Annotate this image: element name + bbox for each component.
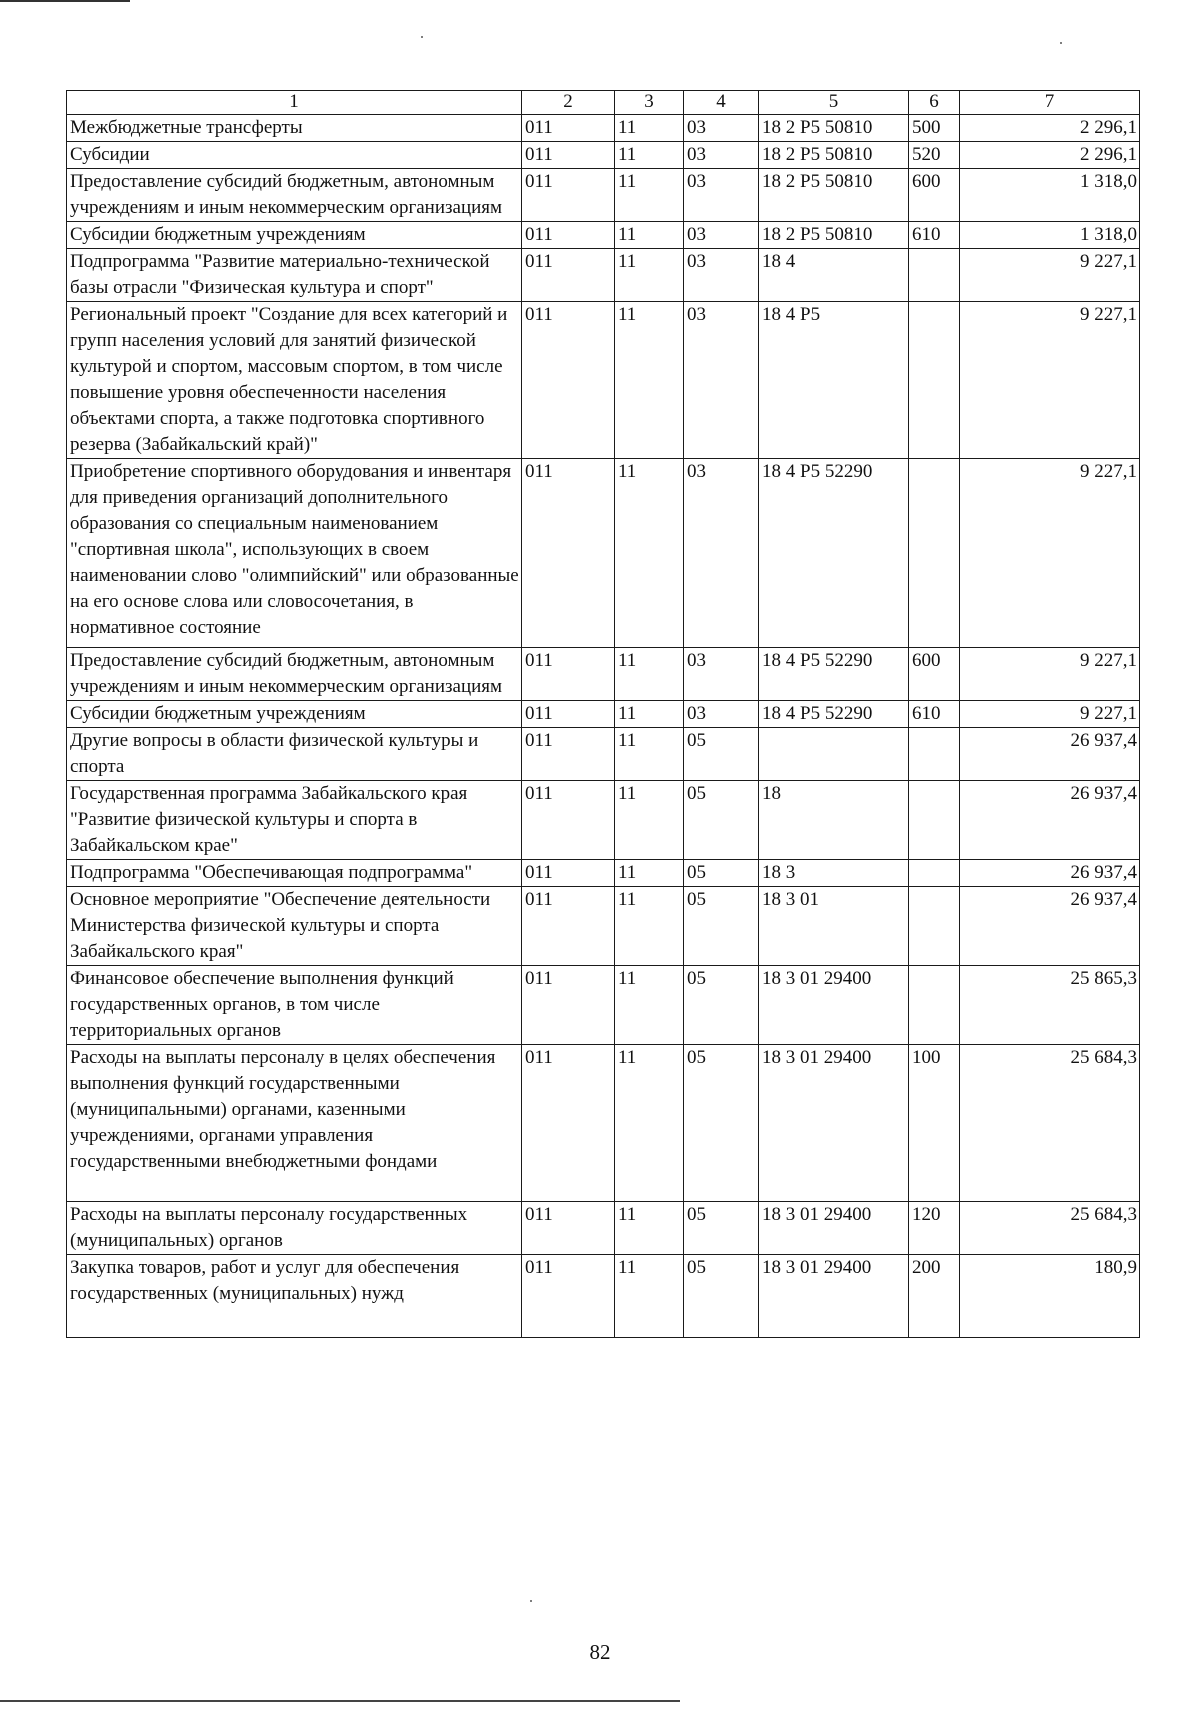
table-row [67,222,1140,249]
row-amount: 25 684,3 [960,1202,1140,1255]
scan-edge-top [0,0,130,2]
row-expense-type [909,249,960,302]
row-expense-type: 600 [909,169,960,222]
row-amount: 1 318,0 [960,222,1140,249]
row-target-article: 18 2 P5 50810 [759,115,909,142]
row-expense-type [909,781,960,860]
row-target-article: 18 3 [759,860,909,887]
table-row [67,1255,1140,1338]
row-name: Другие вопросы в области физической культуры и спорта [67,728,522,781]
row-target-article: 18 3 01 [759,887,909,966]
row-target-article: 18 3 01 29400 [759,1202,909,1255]
row-subsection: 03 [684,648,759,701]
table-row [67,142,1140,169]
row-name: Государственная программа Забайкальского края "Развитие физической культуры и спорта в Забайкальском крае" [67,781,522,860]
row-section: 11 [615,1202,684,1255]
row-name: Основное мероприятие "Обеспечение деятельности Министерства физической культуры и спорта Забайкальского края" [67,887,522,966]
row-ministry-code: 011 [522,459,615,648]
row-name: Субсидии бюджетным учреждениям [67,222,522,249]
row-subsection: 03 [684,249,759,302]
header-col-4: 4 [684,91,759,115]
row-ministry-code: 011 [522,887,615,966]
row-name: Межбюджетные трансферты [67,115,522,142]
scan-speck [421,36,423,38]
row-subsection: 05 [684,1045,759,1202]
table-row [67,701,1140,728]
table-row [67,860,1140,887]
row-name: Закупка товаров, работ и услуг для обеспечения государственных (муниципальных) нужд [67,1255,522,1338]
row-expense-type [909,302,960,459]
row-expense-type [909,459,960,648]
header-col-1: 1 [67,91,522,115]
header-row [67,91,1140,115]
row-expense-type [909,966,960,1045]
row-section: 11 [615,115,684,142]
row-ministry-code: 011 [522,1255,615,1338]
header-col-7: 7 [960,91,1140,115]
table-row [67,1045,1140,1202]
row-amount: 2 296,1 [960,142,1140,169]
row-section: 11 [615,1045,684,1202]
row-name: Подпрограмма "Обеспечивающая подпрограмма" [67,860,522,887]
row-amount: 9 227,1 [960,648,1140,701]
table-row [67,728,1140,781]
row-target-article: 18 4 P5 52290 [759,648,909,701]
row-expense-type: 200 [909,1255,960,1338]
row-expense-type: 520 [909,142,960,169]
row-section: 11 [615,169,684,222]
row-target-article: 18 3 01 29400 [759,1255,909,1338]
row-ministry-code: 011 [522,728,615,781]
table-row [67,249,1140,302]
row-subsection: 03 [684,222,759,249]
table-row [67,648,1140,701]
row-expense-type: 120 [909,1202,960,1255]
row-name: Приобретение спортивного оборудования и инвентаря для приведения организаций дополнительного образования со специальным наименованием "спортивная школа", использующих в своем наименовании слово "олимпийский" или образованные на его основе слова или словосочетания, в нормативное состояние [67,459,522,648]
row-target-article: 18 2 P5 50810 [759,169,909,222]
row-expense-type: 610 [909,701,960,728]
row-ministry-code: 011 [522,249,615,302]
row-amount: 26 937,4 [960,860,1140,887]
row-amount: 25 684,3 [960,1045,1140,1202]
row-ministry-code: 011 [522,1202,615,1255]
row-subsection: 03 [684,701,759,728]
row-amount: 9 227,1 [960,302,1140,459]
row-name: Подпрограмма "Развитие материально-технической базы отрасли "Физическая культура и спорт" [67,249,522,302]
row-expense-type: 100 [909,1045,960,1202]
table-row [67,302,1140,459]
row-expense-type [909,860,960,887]
row-amount: 2 296,1 [960,115,1140,142]
row-amount: 180,9 [960,1255,1140,1338]
table-row [67,169,1140,222]
header-col-2: 2 [522,91,615,115]
row-subsection: 05 [684,728,759,781]
row-subsection: 05 [684,781,759,860]
row-section: 11 [615,887,684,966]
row-section: 11 [615,966,684,1045]
header-col-5: 5 [759,91,909,115]
row-target-article [759,728,909,781]
row-ministry-code: 011 [522,701,615,728]
row-expense-type [909,728,960,781]
header-col-6: 6 [909,91,960,115]
scan-edge-bottom [0,1700,680,1702]
row-ministry-code: 011 [522,781,615,860]
row-section: 11 [615,728,684,781]
row-subsection: 03 [684,459,759,648]
row-amount: 9 227,1 [960,701,1140,728]
row-ministry-code: 011 [522,222,615,249]
row-ministry-code: 011 [522,648,615,701]
scan-speck [530,1600,532,1602]
scan-speck [1060,42,1062,44]
row-amount: 25 865,3 [960,966,1140,1045]
row-expense-type [909,887,960,966]
row-target-article: 18 4 P5 52290 [759,459,909,648]
table-row [67,1202,1140,1255]
row-subsection: 05 [684,860,759,887]
row-ministry-code: 011 [522,860,615,887]
row-ministry-code: 011 [522,302,615,459]
row-amount: 26 937,4 [960,887,1140,966]
row-subsection: 05 [684,1202,759,1255]
row-target-article: 18 4 [759,249,909,302]
table-row [67,966,1140,1045]
row-target-article: 18 4 P5 [759,302,909,459]
row-ministry-code: 011 [522,966,615,1045]
row-section: 11 [615,142,684,169]
header-col-3: 3 [615,91,684,115]
row-name: Предоставление субсидий бюджетным, автономным учреждениям и иным некоммерческим организациям [67,648,522,701]
page-number: 82 [589,1640,611,1664]
row-section: 11 [615,222,684,249]
row-name: Расходы на выплаты персоналу в целях обеспечения выполнения функций государственными (муниципальными) органами, казенными учреждениями, органами управления государственными внебюджетными фондами [67,1045,522,1202]
row-section: 11 [615,1255,684,1338]
row-section: 11 [615,459,684,648]
table-row [67,781,1140,860]
row-ministry-code: 011 [522,142,615,169]
row-target-article: 18 [759,781,909,860]
row-expense-type: 600 [909,648,960,701]
row-name: Субсидии [67,142,522,169]
row-section: 11 [615,701,684,728]
row-section: 11 [615,781,684,860]
budget-table [66,90,1140,1338]
row-subsection: 03 [684,115,759,142]
row-section: 11 [615,860,684,887]
row-subsection: 05 [684,887,759,966]
row-expense-type: 610 [909,222,960,249]
row-amount: 1 318,0 [960,169,1140,222]
table-row [67,115,1140,142]
row-target-article: 18 2 P5 50810 [759,142,909,169]
row-name: Региональный проект "Создание для всех категорий и групп населения условий для занятий физической культурой и спортом, массовым спортом, в том числе повышение уровня обеспеченности населения объектами спорта, а также подготовка спортивного резерва (Забайкальский край)" [67,302,522,459]
row-name: Финансовое обеспечение выполнения функций государственных органов, в том числе территориальных органов [67,966,522,1045]
row-amount: 26 937,4 [960,781,1140,860]
row-section: 11 [615,302,684,459]
row-subsection: 03 [684,302,759,459]
row-subsection: 05 [684,966,759,1045]
row-name: Расходы на выплаты персоналу государственных (муниципальных) органов [67,1202,522,1255]
row-ministry-code: 011 [522,115,615,142]
table-row [67,459,1140,648]
row-amount: 9 227,1 [960,459,1140,648]
row-subsection: 03 [684,142,759,169]
row-target-article: 18 3 01 29400 [759,966,909,1045]
row-target-article: 18 3 01 29400 [759,1045,909,1202]
row-target-article: 18 4 P5 52290 [759,701,909,728]
row-subsection: 05 [684,1255,759,1338]
row-section: 11 [615,648,684,701]
row-expense-type: 500 [909,115,960,142]
row-subsection: 03 [684,169,759,222]
row-ministry-code: 011 [522,169,615,222]
row-target-article: 18 2 P5 50810 [759,222,909,249]
row-ministry-code: 011 [522,1045,615,1202]
row-section: 11 [615,249,684,302]
row-amount: 26 937,4 [960,728,1140,781]
row-amount: 9 227,1 [960,249,1140,302]
table-row [67,887,1140,966]
row-name: Предоставление субсидий бюджетным, автономным учреждениям и иным некоммерческим организациям [67,169,522,222]
row-name: Субсидии бюджетным учреждениям [67,701,522,728]
